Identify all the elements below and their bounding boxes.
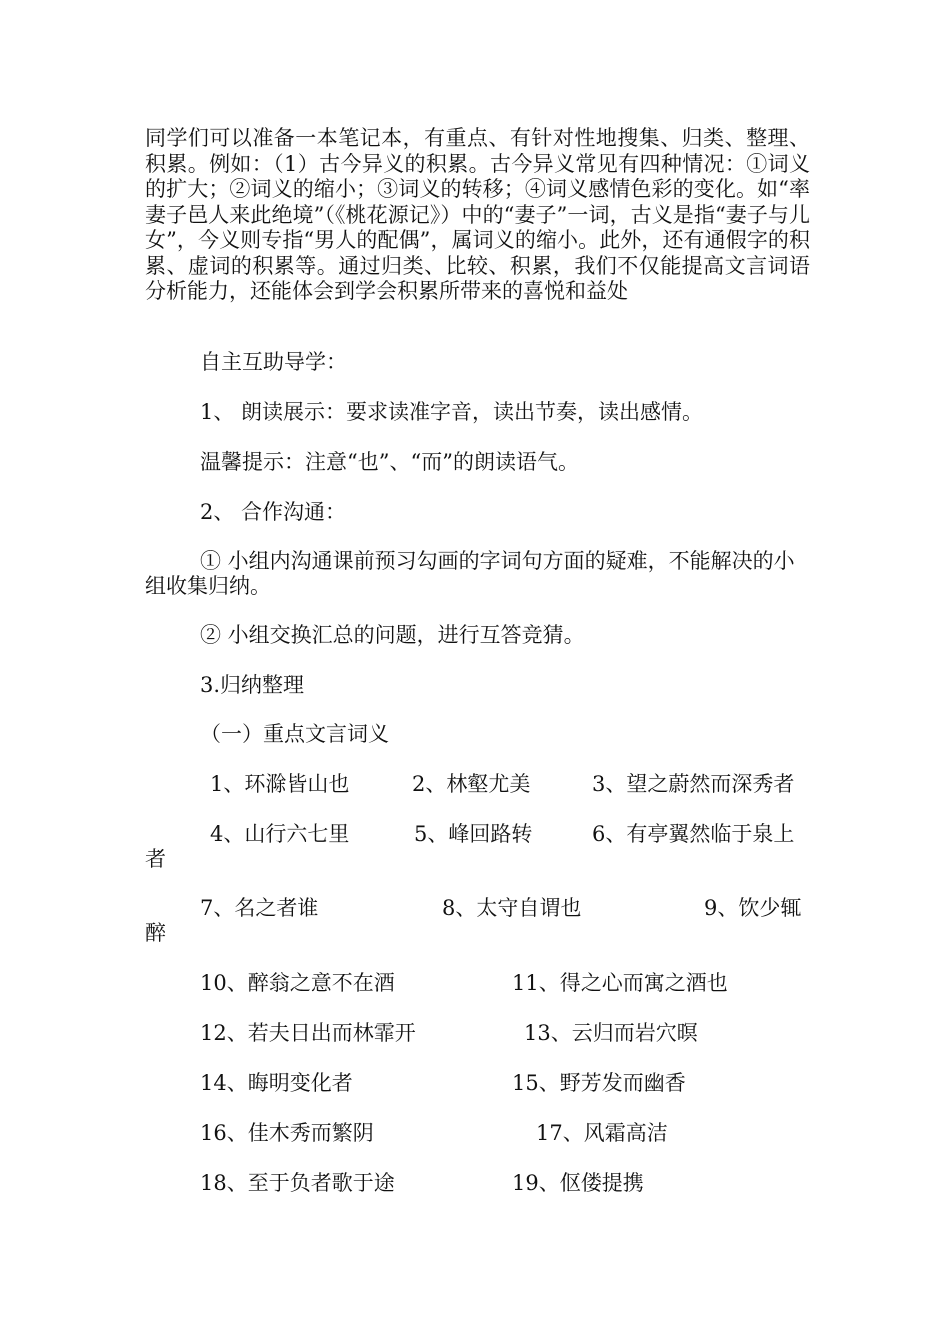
phrase-item-continued: 醉 [145,921,166,945]
phrase-item: 19、伛偻提携 [512,1171,644,1195]
intro-paragraph: 同学们可以准备一本笔记本，有重点、有针对性地搜集、归类、整理、积累。例如：（1）古今异义的积累。古今异义常见有四种情况：①词义的扩大；②词义的缩小；③词义的转移；④词义感情色彩的变化。如“率妻子邑人来此绝境”（《桃花源记》）中的“妻子”一词，古义是指“妻子与儿女”，今义则专指“男人的配偶”，属词义的缩小。此外，还有通假字的积累、虚词的积累等。通过归类、比较、积累，我们不仅能提高文言词语分析能力，还能体会到学会积累所带来的喜悦和益处 [145,126,810,303]
discussion-item-1: ① 小组内沟通课前预习勾画的字词句方面的疑难，不能解决的小组收集归纳。 [145,549,795,598]
phrase-item: 8、太守自谓也 [442,896,582,920]
phrase-item: 6、有亭翼然临于泉上 [592,822,795,846]
phrase-item: 15、野芳发而幽香 [512,1071,686,1095]
phrase-item: 4、山行六七里 [210,822,350,846]
phrase-item: 17、风霜高洁 [536,1121,668,1145]
phrase-item: 12、若夫日出而林霏开 [200,1021,416,1045]
reading-tip: 温馨提示：注意“也”、“而”的朗读语气。 [200,450,579,474]
phrase-item: 9、饮少辄 [704,896,802,920]
section-heading: 自主互助导学： [200,350,347,374]
phrase-item: 11、得之心而寓之酒也 [512,971,728,995]
phrase-item: 3、望之蔚然而深秀者 [592,772,795,796]
step-reading: 1、 朗读展示：要求读准字音，读出节奏，读出感情。 [200,400,704,424]
phrase-item: 2、林壑尤美 [412,772,531,796]
subheading-key-words: （一）重点文言词义 [200,722,389,746]
step-discussion: 2、 合作沟通： [200,500,347,524]
phrase-item: 1、环滁皆山也 [210,772,350,796]
phrase-item: 16、佳木秀而繁阴 [200,1121,374,1145]
phrase-item: 18、至于负者歌于途 [200,1171,395,1195]
discussion-item-2: ② 小组交换汇总的问题，进行互答竞猜。 [200,623,585,647]
phrase-item: 7、名之者谁 [200,896,319,920]
phrase-item: 10、醉翁之意不在酒 [200,971,395,995]
phrase-item-continued: 者 [145,847,166,871]
phrase-item: 13、云归而岩穴暝 [524,1021,698,1045]
phrase-item: 5、峰回路转 [414,822,533,846]
step-summary: 3.归纳整理 [200,673,305,697]
phrase-item: 14、晦明变化者 [200,1071,353,1095]
